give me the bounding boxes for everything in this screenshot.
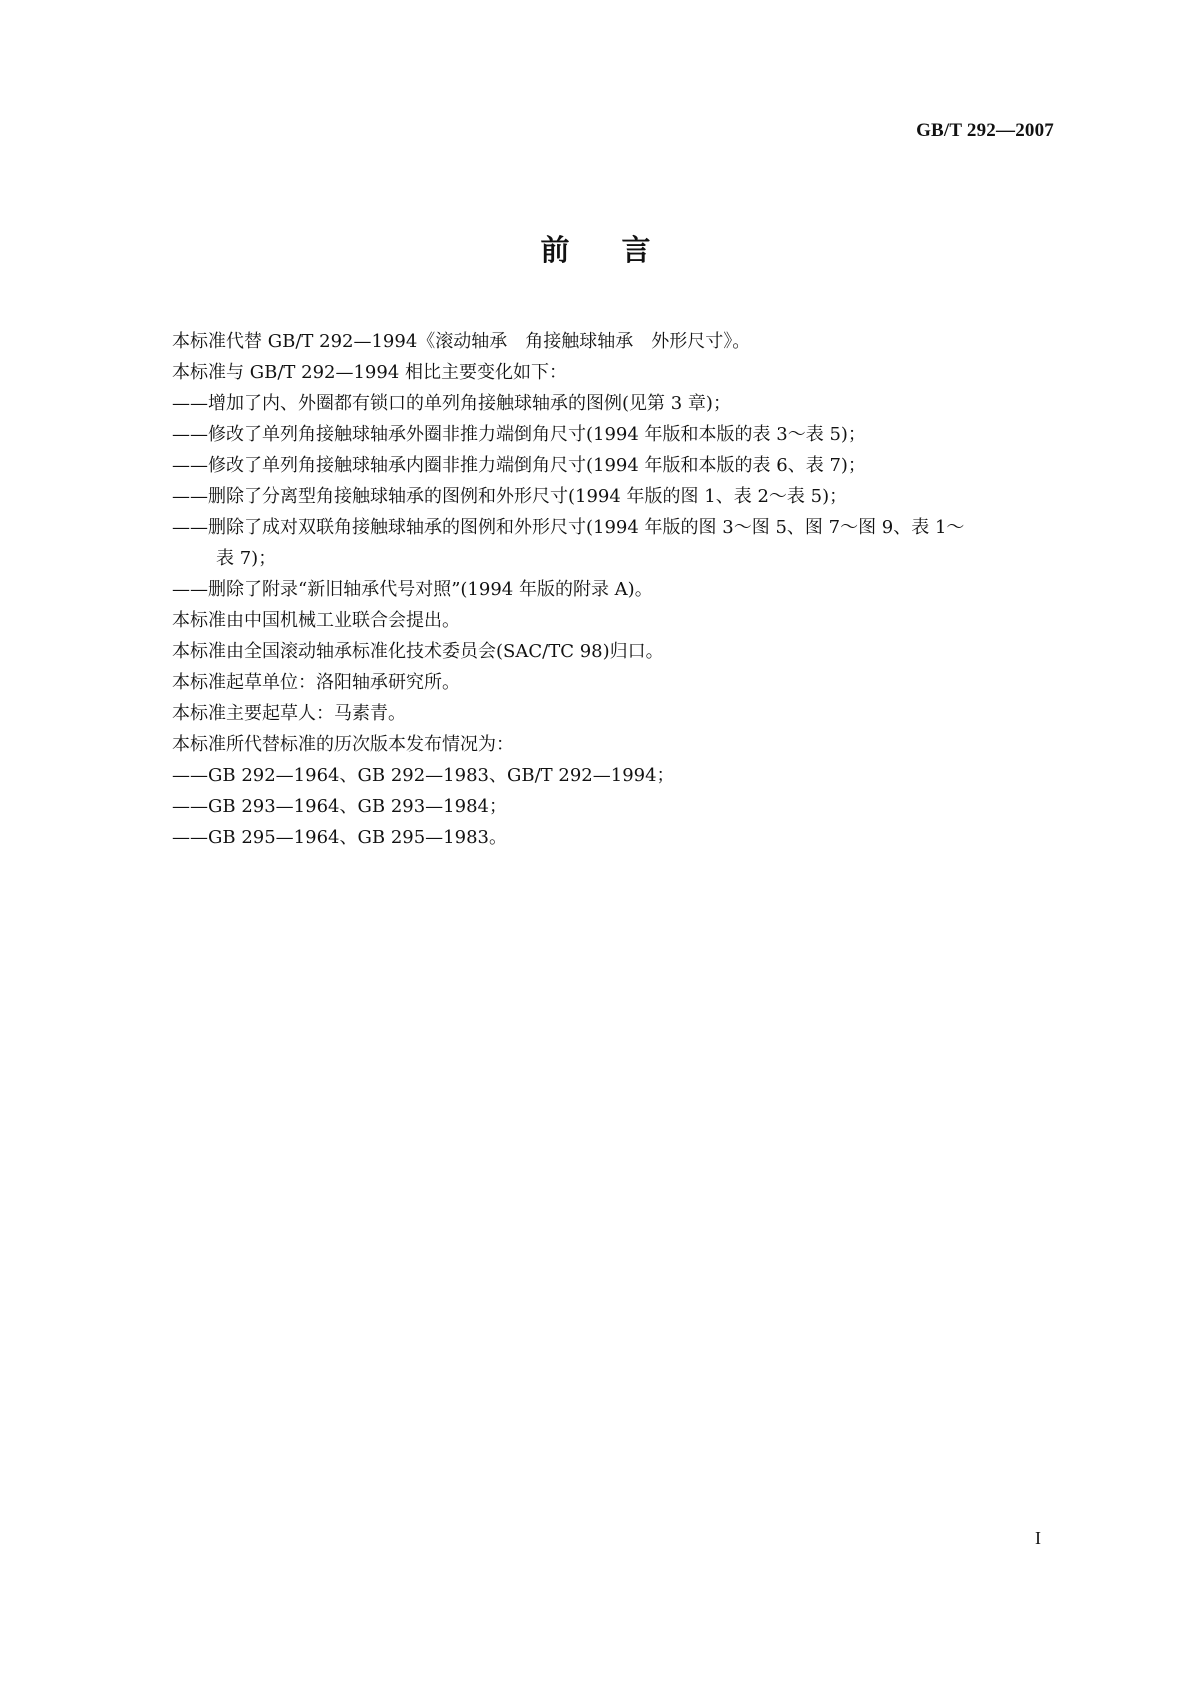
- page-number: I: [1035, 1528, 1041, 1548]
- paragraph-line: 本标准与 GB/T 292—1994 相比主要变化如下：: [172, 362, 568, 383]
- paragraph-line: 本标准由全国滚动轴承标准化技术委员会(SAC/TC 98)归口。: [172, 641, 664, 662]
- history-item: ——GB 293—1964、GB 293—1984；: [172, 796, 507, 817]
- page-title: 前言: [540, 233, 703, 267]
- paragraph-line: 本标准所代替标准的历次版本发布情况为：: [172, 734, 514, 755]
- paragraph-line: 本标准主要起草人：马素青。: [172, 703, 406, 724]
- paragraph-line: 本标准由中国机械工业联合会提出。: [172, 610, 460, 631]
- paragraph-line: 本标准起草单位：洛阳轴承研究所。: [172, 672, 460, 693]
- change-item: ——修改了单列角接触球轴承外圈非推力端倒角尺寸(1994 年版和本版的表 3～表 5)；: [172, 424, 866, 445]
- change-item: ——删除了附录“新旧轴承代号对照”(1994 年版的附录 A)。: [172, 579, 653, 600]
- change-item: ——修改了单列角接触球轴承内圈非推力端倒角尺寸(1994 年版和本版的表 6、表 7)；: [172, 455, 866, 476]
- change-item: ——删除了成对双联角接触球轴承的图例和外形尺寸(1994 年版的图 3～图 5、图 7～图 9、表 1～: [172, 517, 965, 538]
- change-item: ——删除了分离型角接触球轴承的图例和外形尺寸(1994 年版的图 1、表 2～表 5)；: [172, 486, 848, 507]
- history-item: ——GB 292—1964、GB 292—1983、GB/T 292—1994；: [172, 765, 675, 786]
- foreword-body: [172, 326, 1052, 853]
- document-code: GB/T 292—2007: [916, 120, 1054, 141]
- history-item: ——GB 295—1964、GB 295—1983。: [172, 827, 507, 848]
- paragraph-line: 本标准代替 GB/T 292—1994《滚动轴承 角接触球轴承 外形尺寸》。: [172, 331, 751, 352]
- change-item-continuation: 表 7)；: [216, 548, 277, 569]
- change-item: ——增加了内、外圈都有锁口的单列角接触球轴承的图例(见第 3 章)；: [172, 393, 731, 414]
